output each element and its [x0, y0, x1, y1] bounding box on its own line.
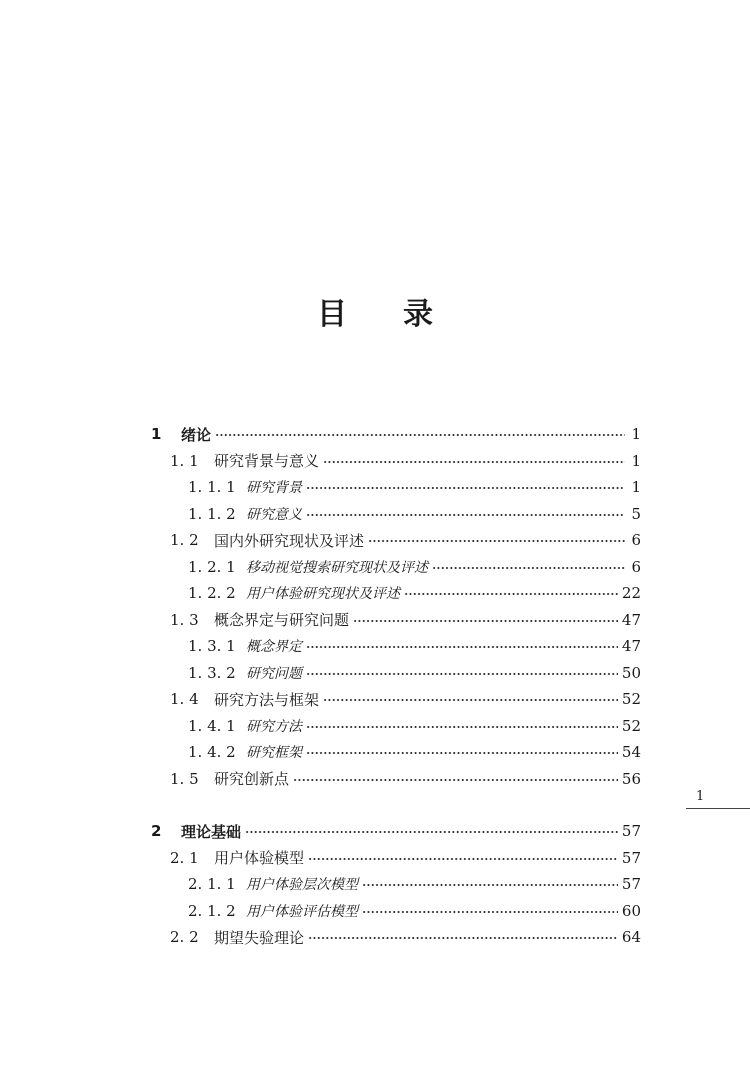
toc-entry-number: 1. 2. 1 — [188, 557, 236, 576]
toc-entry-page: 1 — [631, 425, 641, 444]
toc-entry-subsection[interactable] — [188, 474, 641, 501]
toc-entry-number: 1. 3. 2 — [188, 663, 236, 682]
toc-entry-chapter[interactable] — [151, 818, 641, 845]
page-number: 1 — [696, 789, 705, 804]
toc-entry-label: 用户体验评估模型 — [246, 903, 358, 920]
toc-entry-subsection[interactable] — [188, 633, 641, 660]
dot-leader — [215, 434, 625, 436]
table-of-contents — [0, 421, 750, 951]
toc-entry-section[interactable] — [170, 448, 641, 475]
dot-leader — [323, 461, 625, 463]
toc-entry-subsection[interactable] — [188, 580, 641, 607]
toc-entry-number: 1. 4. 1 — [188, 716, 236, 735]
toc-entry-section[interactable] — [170, 845, 641, 872]
dot-leader — [353, 620, 618, 622]
toc-entry-subsection[interactable] — [188, 501, 641, 528]
toc-entry-number: 1. 1. 2 — [188, 504, 236, 523]
toc-entry-page: 52 — [621, 716, 641, 735]
toc-entry-number: 1. 2 — [170, 531, 199, 550]
toc-entry-page: 6 — [631, 557, 641, 576]
toc-entry-number: 1. 4. 2 — [188, 743, 236, 762]
toc-entry-page: 64 — [621, 928, 641, 947]
dot-leader — [308, 858, 618, 860]
dot-leader — [323, 699, 618, 701]
toc-entry-label: 理论基础 — [181, 822, 242, 841]
toc-entry-chapter[interactable] — [151, 421, 641, 448]
toc-entry-page: 47 — [621, 610, 641, 629]
toc-chapter — [0, 818, 750, 951]
dot-leader — [306, 673, 618, 675]
toc-entry-subsection[interactable] — [188, 898, 641, 925]
toc-entry-page: 60 — [621, 901, 641, 920]
dot-leader — [368, 540, 625, 542]
toc-entry-number: 1. 5 — [170, 769, 199, 788]
toc-entry-label: 移动视觉搜索研究现状及评述 — [246, 559, 428, 576]
toc-entry-label: 概念界定与研究问题 — [214, 611, 350, 630]
title-char-1: 目 — [317, 297, 347, 332]
toc-chapter — [0, 421, 750, 792]
toc-entry-label: 用户体验研究现状及评述 — [246, 586, 400, 603]
toc-entry-label: 研究框架 — [246, 745, 302, 762]
toc-entry-page: 50 — [621, 663, 641, 682]
toc-entry-subsection[interactable] — [188, 554, 641, 581]
dot-leader — [306, 752, 618, 754]
toc-entry-page: 54 — [621, 743, 641, 762]
page-number-tab — [686, 789, 750, 809]
toc-entry-page: 1 — [631, 451, 641, 470]
toc-entry-number: 2. 1. 1 — [188, 875, 236, 894]
toc-entry-label: 绪论 — [181, 425, 212, 444]
toc-entry-label: 期望失验理论 — [214, 928, 305, 947]
toc-entry-number: 2. 1 — [170, 848, 199, 867]
toc-entry-label: 研究背景 — [246, 480, 302, 497]
toc-entry-page: 57 — [621, 822, 641, 841]
dot-leader — [404, 593, 618, 595]
toc-entry-page: 5 — [631, 504, 641, 523]
toc-entry-section[interactable] — [170, 527, 641, 554]
toc-entry-subsection[interactable] — [188, 660, 641, 687]
toc-entry-section[interactable] — [170, 924, 641, 951]
toc-entry-label: 研究创新点 — [214, 770, 290, 789]
toc-entry-number: 2 — [151, 822, 162, 841]
toc-entry-number: 1. 4 — [170, 690, 199, 709]
toc-entry-page: 47 — [621, 637, 641, 656]
toc-entry-label: 研究意义 — [246, 506, 302, 523]
toc-entry-label: 研究背景与意义 — [214, 452, 320, 471]
dot-leader — [432, 567, 625, 569]
dot-leader — [308, 937, 618, 939]
toc-entry-number: 2. 2 — [170, 928, 199, 947]
toc-entry-label: 国内外研究现状及评述 — [214, 531, 365, 550]
toc-entry-subsection[interactable] — [188, 871, 641, 898]
page-title — [0, 292, 750, 338]
toc-entry-page: 6 — [631, 531, 641, 550]
toc-entry-page: 1 — [631, 478, 641, 497]
toc-entry-section[interactable] — [170, 766, 641, 793]
toc-entry-page: 22 — [621, 584, 641, 603]
dot-leader — [306, 646, 618, 648]
dot-leader — [306, 487, 625, 489]
dot-leader — [362, 911, 618, 913]
toc-entry-section[interactable] — [170, 607, 641, 634]
dot-leader — [245, 831, 618, 833]
toc-entry-label: 研究方法与框架 — [214, 690, 320, 709]
toc-entry-page: 56 — [621, 769, 641, 788]
toc-entry-page: 57 — [621, 875, 641, 894]
toc-entry-label: 用户体验模型 — [214, 849, 305, 868]
toc-entry-subsection[interactable] — [188, 713, 641, 740]
dot-leader — [306, 726, 618, 728]
toc-entry-number: 1 — [151, 425, 162, 444]
toc-entry-label: 概念界定 — [246, 639, 302, 656]
toc-entry-label: 研究方法 — [246, 718, 302, 735]
toc-entry-number: 1. 1 — [170, 451, 199, 470]
dot-leader — [293, 779, 618, 781]
toc-entry-page: 57 — [621, 848, 641, 867]
dot-leader — [306, 514, 625, 516]
toc-entry-section[interactable] — [170, 686, 641, 713]
toc-entry-number: 2. 1. 2 — [188, 901, 236, 920]
toc-entry-page: 52 — [621, 690, 641, 709]
toc-entry-number: 1. 2. 2 — [188, 584, 236, 603]
toc-entry-number: 1. 3. 1 — [188, 637, 236, 656]
toc-entry-subsection[interactable] — [188, 739, 641, 766]
toc-entry-number: 1. 3 — [170, 610, 199, 629]
page-number-rule — [686, 808, 750, 809]
title-char-2: 录 — [403, 297, 433, 332]
toc-entry-label: 研究问题 — [246, 665, 302, 682]
toc-entry-number: 1. 1. 1 — [188, 478, 236, 497]
dot-leader — [362, 884, 618, 886]
toc-entry-label: 用户体验层次模型 — [246, 877, 358, 894]
